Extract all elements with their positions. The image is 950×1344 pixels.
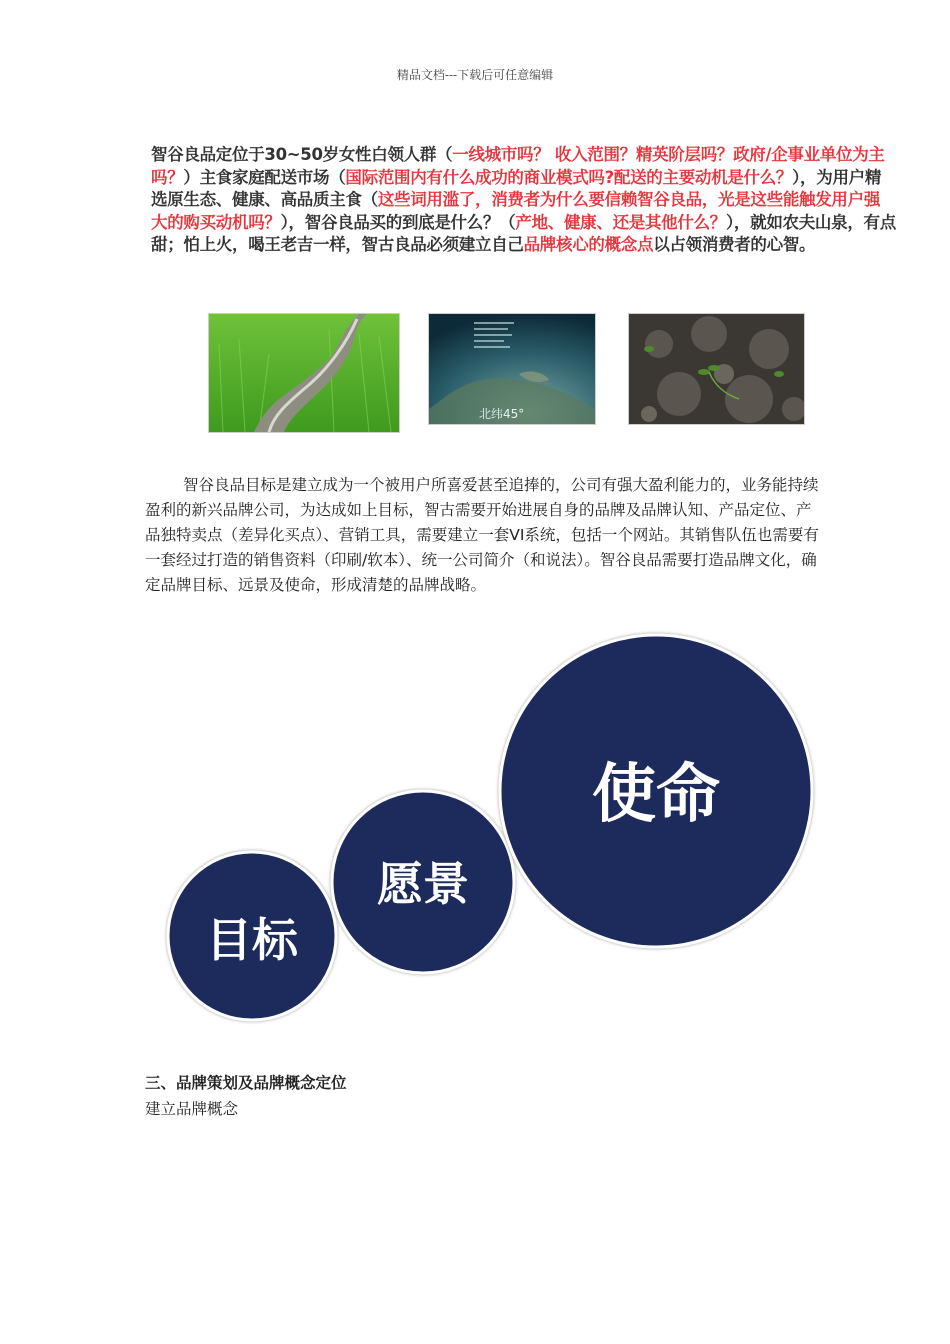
intro-text-segment: ）主食家庭配送市场（ bbox=[183, 167, 346, 187]
intro-text-segment: ），智谷良品买的到底是什么？（ bbox=[280, 212, 516, 232]
circle-mission-label: 使命 bbox=[592, 758, 720, 832]
body-paragraph-block bbox=[145, 473, 825, 598]
intro-text-segment: 以占领消费者的心智。 bbox=[653, 235, 816, 254]
section-subheading: 建立品牌概念 bbox=[145, 1100, 239, 1118]
circle-goal-label: 目标 bbox=[206, 913, 298, 967]
intro-question-segment: 这些词用滥了，消费者为什么要信赖智谷良品，光是这些能触发用户强大的购买动机吗？ bbox=[151, 190, 881, 232]
page-header: 精品文档---下载后可任意编辑 bbox=[396, 68, 554, 82]
circle-goal bbox=[168, 852, 336, 1020]
section-heading: 三、品牌策划及品牌概念定位 bbox=[145, 1074, 347, 1092]
intro-question-segment: 国际范围内有什么成功的商业模式吗?配送的主要动机是什么？ bbox=[345, 167, 793, 187]
intro-text-segment: ），为用户精选原生态、健康、高品质主食（ bbox=[151, 167, 882, 209]
circle-mission bbox=[500, 635, 812, 947]
intro-question-segment: 一线城市吗？ 收入范围？精英阶层吗？政府/企事业单位为主吗？ bbox=[151, 145, 885, 187]
brand-circles-diagram bbox=[0, 620, 950, 1040]
intro-question-segment: 产地、健康、还是其他什么？ bbox=[515, 212, 726, 232]
rice-field-image bbox=[208, 313, 400, 433]
soil-sprout-image bbox=[628, 313, 805, 425]
earth-satellite-image bbox=[428, 313, 596, 425]
intro-text-segment: ），就如农夫山泉，有点甜；怕上火，喝王老吉一样，智古良品必须建立自己 bbox=[151, 212, 896, 254]
intro-paragraph bbox=[151, 144, 896, 257]
body-paragraph: 智谷良品目标是建立成为一个被用户所喜爱甚至追捧的，公司有强大盈利能力的，业务能持续盈利的新兴品牌公司，为达成如上目标，智古需要开始进展自身的品牌及品牌认知、产品定位、产品独特卖点（差异化买点）、营销工具，需要建立一套VI系统，包括一个网站。其销售队伍也需要有一套经过打造的销售资料（印刷/软本）、统一公司简介（和说法）。智谷良品需要打造品牌文化，确定品牌目标、远景及使命，形成清楚的品牌战略。 bbox=[145, 476, 819, 594]
intro-question-segment: 品牌核心的概念点 bbox=[523, 235, 654, 254]
circle-vision bbox=[332, 791, 514, 973]
circle-vision-label: 愿景 bbox=[377, 857, 469, 911]
intro-text-segment: 智谷良品定位于30~50岁女性白领人群（ bbox=[151, 145, 453, 164]
earth-caption: 北纬45° bbox=[479, 407, 525, 421]
